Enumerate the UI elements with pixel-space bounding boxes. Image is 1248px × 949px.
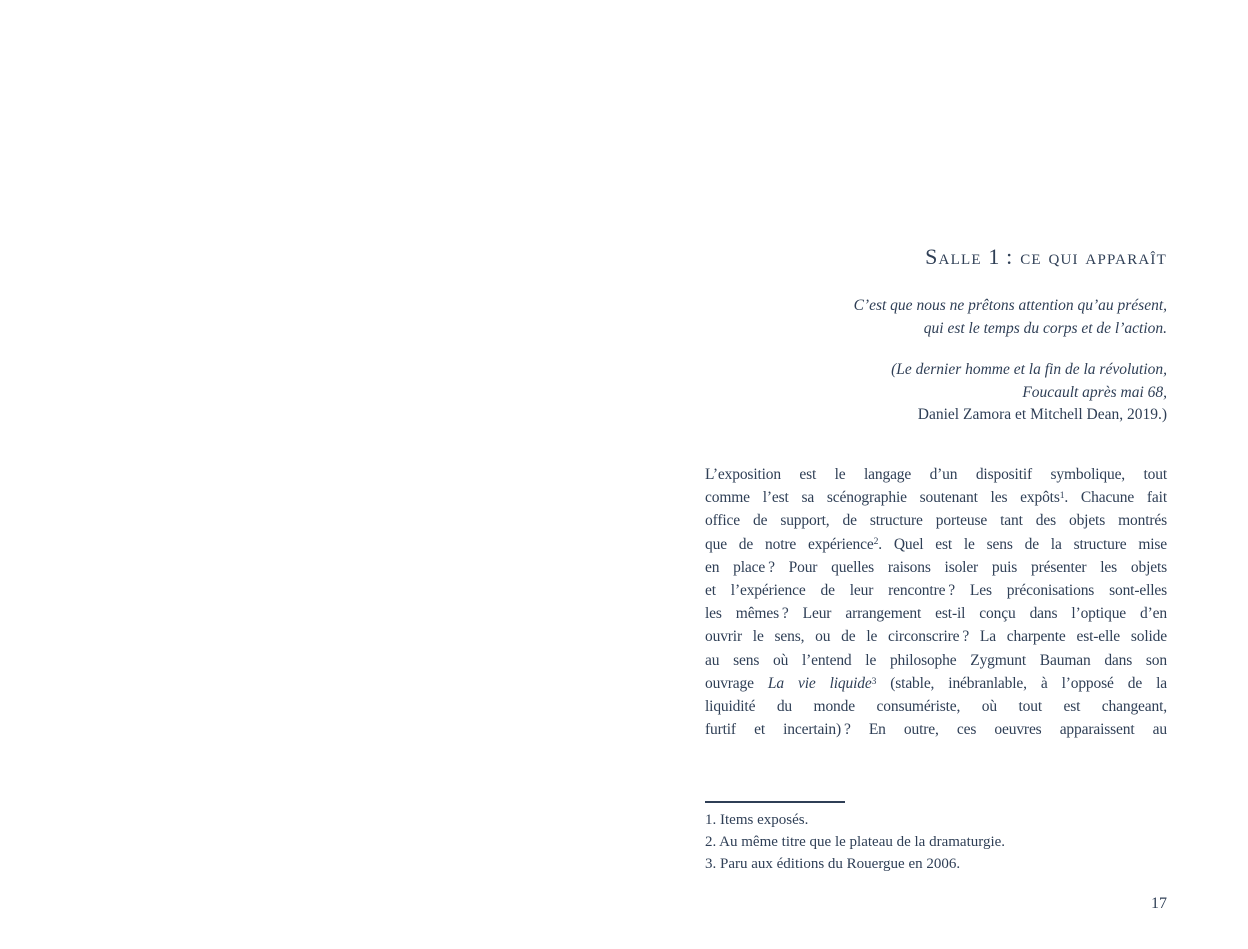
page-number: 17 — [1151, 895, 1167, 912]
body-line: que de notre expérience$^2$. Quel est le sens de la structure mise — [705, 535, 1167, 553]
body-line: en place ? Pour quelles raisons isoler puis présenter les objets — [705, 558, 1167, 576]
footnotes — [705, 810, 1167, 875]
body-line: L’exposition est le langage d’un dispositif symbolique, tout — [705, 466, 1167, 483]
footnote-reference: 3 — [871, 675, 877, 687]
body-line: furtif et incertain) ? En outre, ces oeuvres apparaissent au — [705, 721, 1167, 739]
body-line: liquidité du monde consumériste, où tout est changeant, — [705, 698, 1167, 716]
body-line: office de support, de structure porteuse tant des objets montrés — [705, 512, 1167, 530]
footnote-line: 3. Paru aux éditions du Rouergue en 2006. — [705, 855, 961, 872]
footnote-reference: 1 — [1059, 489, 1065, 501]
footnote-separator — [705, 801, 845, 803]
body-paragraph — [705, 463, 1167, 741]
citation-source — [891, 359, 1167, 427]
body-line: comme l’est sa scénographie soutenant les expôts$^1$. Chacune fait — [705, 489, 1167, 507]
citation-line: Daniel Zamora et Mitchell Dean, 2019.) — [917, 406, 1167, 423]
body-line: au sens où l’entend le philosophe Zygmunt Bauman dans son — [705, 651, 1167, 669]
epigraph-line: C’est que nous ne prêtons attention qu’au présent, — [853, 297, 1167, 314]
chapter-title: Salle 1 : ce qui apparaît — [925, 244, 1167, 269]
citation-line: Foucault après mai 68, — [1022, 383, 1167, 401]
body-line: les mêmes ? Leur arrangement est-il conçu dans l’optique d’en — [705, 605, 1167, 623]
footnote-line: 2. Au même titre que le plateau de la dramaturgie. — [705, 833, 1006, 850]
citation-line: (Le dernier homme et la fin de la révolution, — [891, 361, 1167, 378]
body-line: et l’expérience de leur rencontre ? Les préconisations sont-elles — [705, 582, 1167, 600]
epigraph-line: qui est le temps du corps et de l’action. — [923, 319, 1167, 337]
footnote-reference: 2 — [873, 536, 879, 548]
body-line: ouvrage La vie liquide$^3$ (stable, inébranlable, à l’opposé de la — [705, 674, 1167, 692]
footnote-line: 1. Items exposés. — [705, 812, 809, 828]
body-line: ouvrir le sens, ou de le circonscrire ? La charpente est-elle solide — [705, 628, 1167, 646]
epigraph — [854, 295, 1167, 340]
